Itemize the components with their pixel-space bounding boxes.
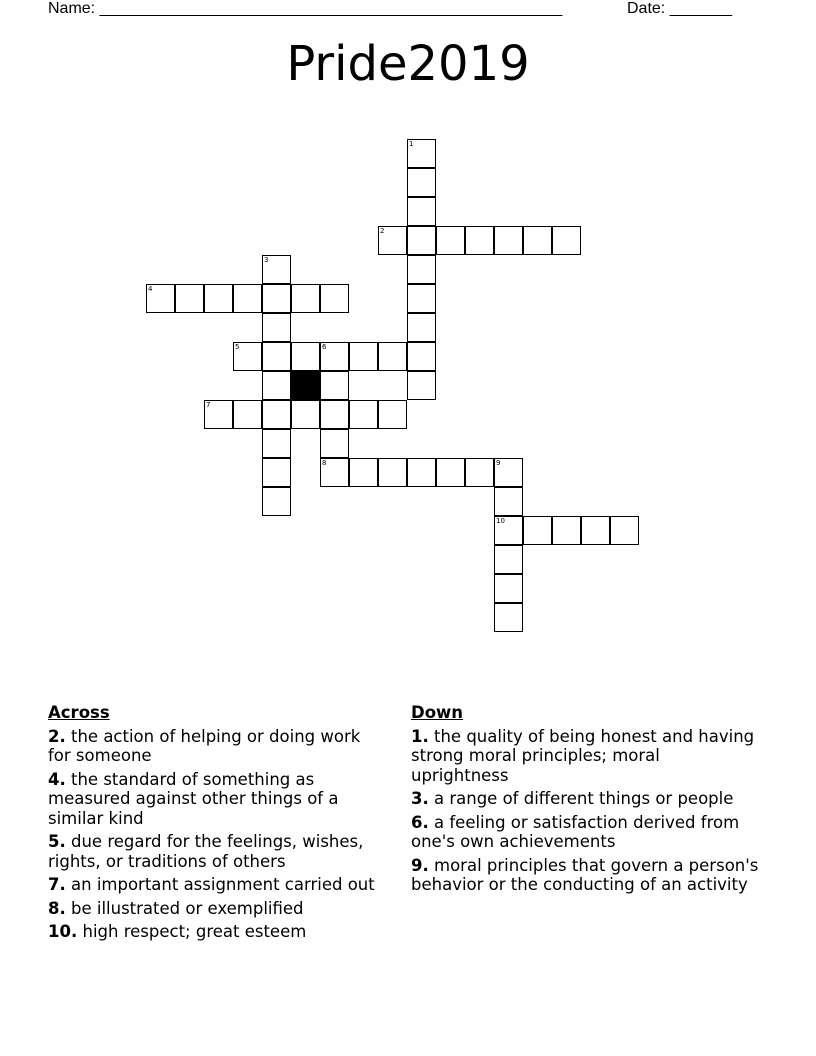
grid-cell[interactable]	[407, 226, 436, 255]
clue-number: 1.	[411, 726, 429, 746]
clue-number: 6.	[411, 812, 429, 832]
grid-cell[interactable]	[581, 516, 610, 545]
clue-text: the standard of something as measured against other things of a similar kind	[48, 769, 339, 828]
clue-text: an important assignment carried out	[71, 875, 375, 894]
clue-text: a feeling or satisfaction derived from one's own achievements	[411, 812, 740, 851]
clue-number: 10.	[48, 922, 78, 941]
grid-cell[interactable]	[552, 226, 581, 255]
grid-cell[interactable]	[320, 429, 349, 458]
grid-cell[interactable]	[262, 487, 291, 516]
puzzle-title: Pride2019	[286, 36, 530, 92]
grid-cell[interactable]	[320, 371, 349, 400]
down-heading: Down	[411, 703, 464, 722]
clue-number: 3.	[411, 789, 429, 808]
cell-number: 5	[235, 343, 240, 351]
grid-cell[interactable]	[349, 458, 378, 487]
clue-item	[48, 727, 388, 766]
grid-cell[interactable]	[523, 226, 552, 255]
grid-cell[interactable]	[291, 284, 320, 313]
clue-number: 9.	[411, 855, 429, 875]
grid-cell[interactable]	[320, 284, 349, 313]
clue-text: a range of different things or people	[434, 789, 734, 808]
grid-cell-blocked	[291, 371, 320, 400]
name-field: Name: ____________________________________________________	[48, 0, 563, 17]
clue-text: moral principles that govern a person's behavior or the conducting of an activity	[411, 855, 759, 894]
across-clues	[48, 703, 388, 946]
down-clues	[411, 703, 761, 899]
grid-cell[interactable]	[407, 168, 436, 197]
grid-cell[interactable]	[494, 545, 523, 574]
clue-item	[48, 832, 388, 871]
clue-item	[48, 899, 388, 919]
clue-number: 8.	[48, 898, 66, 918]
grid-cell[interactable]	[436, 226, 465, 255]
cell-number: 8	[322, 459, 327, 467]
grid-cell[interactable]	[349, 400, 378, 429]
cell-number: 10	[496, 517, 505, 525]
grid-cell[interactable]	[291, 400, 320, 429]
clue-text: the quality of being honest and having strong moral principles; moral uprightness	[411, 726, 755, 785]
grid-cell[interactable]	[407, 313, 436, 342]
grid-cell[interactable]	[523, 516, 552, 545]
cell-number: 7	[206, 401, 211, 409]
clue-text: be illustrated or exemplified	[71, 898, 304, 918]
grid-cell[interactable]	[465, 458, 494, 487]
clue-item	[48, 770, 388, 829]
grid-cell[interactable]	[262, 284, 291, 313]
grid-cell[interactable]	[262, 371, 291, 400]
grid-cell[interactable]	[610, 516, 639, 545]
clue-text: the action of helping or doing work for someone	[48, 726, 361, 765]
grid-cell[interactable]	[465, 226, 494, 255]
clue-text: high respect; great esteem	[82, 922, 307, 941]
grid-cell[interactable]	[407, 458, 436, 487]
cell-number: 4	[148, 285, 153, 293]
clue-number: 2.	[48, 726, 66, 746]
grid-cell[interactable]	[378, 458, 407, 487]
grid-cell[interactable]	[494, 603, 523, 632]
grid-cell[interactable]	[233, 284, 262, 313]
grid-cell[interactable]	[407, 255, 436, 284]
clue-item	[411, 856, 761, 895]
across-clue-list	[48, 727, 388, 942]
grid-cell[interactable]	[407, 284, 436, 313]
across-heading: Across	[48, 703, 110, 722]
grid-cell[interactable]	[552, 516, 581, 545]
grid-cell[interactable]	[407, 197, 436, 226]
grid-cell[interactable]	[378, 400, 407, 429]
down-clue-list	[411, 727, 761, 895]
cell-number: 1	[409, 140, 414, 148]
cell-number: 9	[496, 459, 501, 467]
grid-cell[interactable]	[494, 487, 523, 516]
clue-number: 7.	[48, 875, 66, 894]
cell-number: 2	[380, 227, 385, 235]
date-field: Date: _______	[627, 0, 732, 17]
clue-number: 5.	[48, 832, 66, 851]
grid-cell[interactable]	[378, 342, 407, 371]
grid-cell[interactable]	[320, 400, 349, 429]
clue-item	[48, 922, 388, 942]
grid-cell[interactable]	[175, 284, 204, 313]
clue-item	[411, 813, 761, 852]
clue-number: 4.	[48, 769, 66, 789]
grid-cell[interactable]	[436, 458, 465, 487]
grid-cell[interactable]	[262, 458, 291, 487]
clue-text: due regard for the feelings, wishes, rights, or traditions of others	[48, 832, 364, 871]
clue-item	[411, 727, 761, 786]
cell-number: 3	[264, 256, 269, 264]
cell-number: 6	[322, 343, 327, 351]
clue-item	[48, 875, 388, 895]
grid-cell[interactable]	[262, 429, 291, 458]
grid-cell[interactable]	[262, 400, 291, 429]
grid-cell[interactable]	[204, 284, 233, 313]
grid-cell[interactable]	[291, 342, 320, 371]
grid-cell[interactable]	[494, 574, 523, 603]
clue-item	[411, 789, 761, 809]
grid-cell[interactable]	[233, 400, 262, 429]
grid-cell[interactable]	[349, 342, 378, 371]
grid-cell[interactable]	[262, 313, 291, 342]
grid-cell[interactable]	[494, 226, 523, 255]
grid-cell[interactable]	[407, 342, 436, 371]
grid-cell[interactable]	[407, 371, 436, 400]
grid-cell[interactable]	[262, 342, 291, 371]
